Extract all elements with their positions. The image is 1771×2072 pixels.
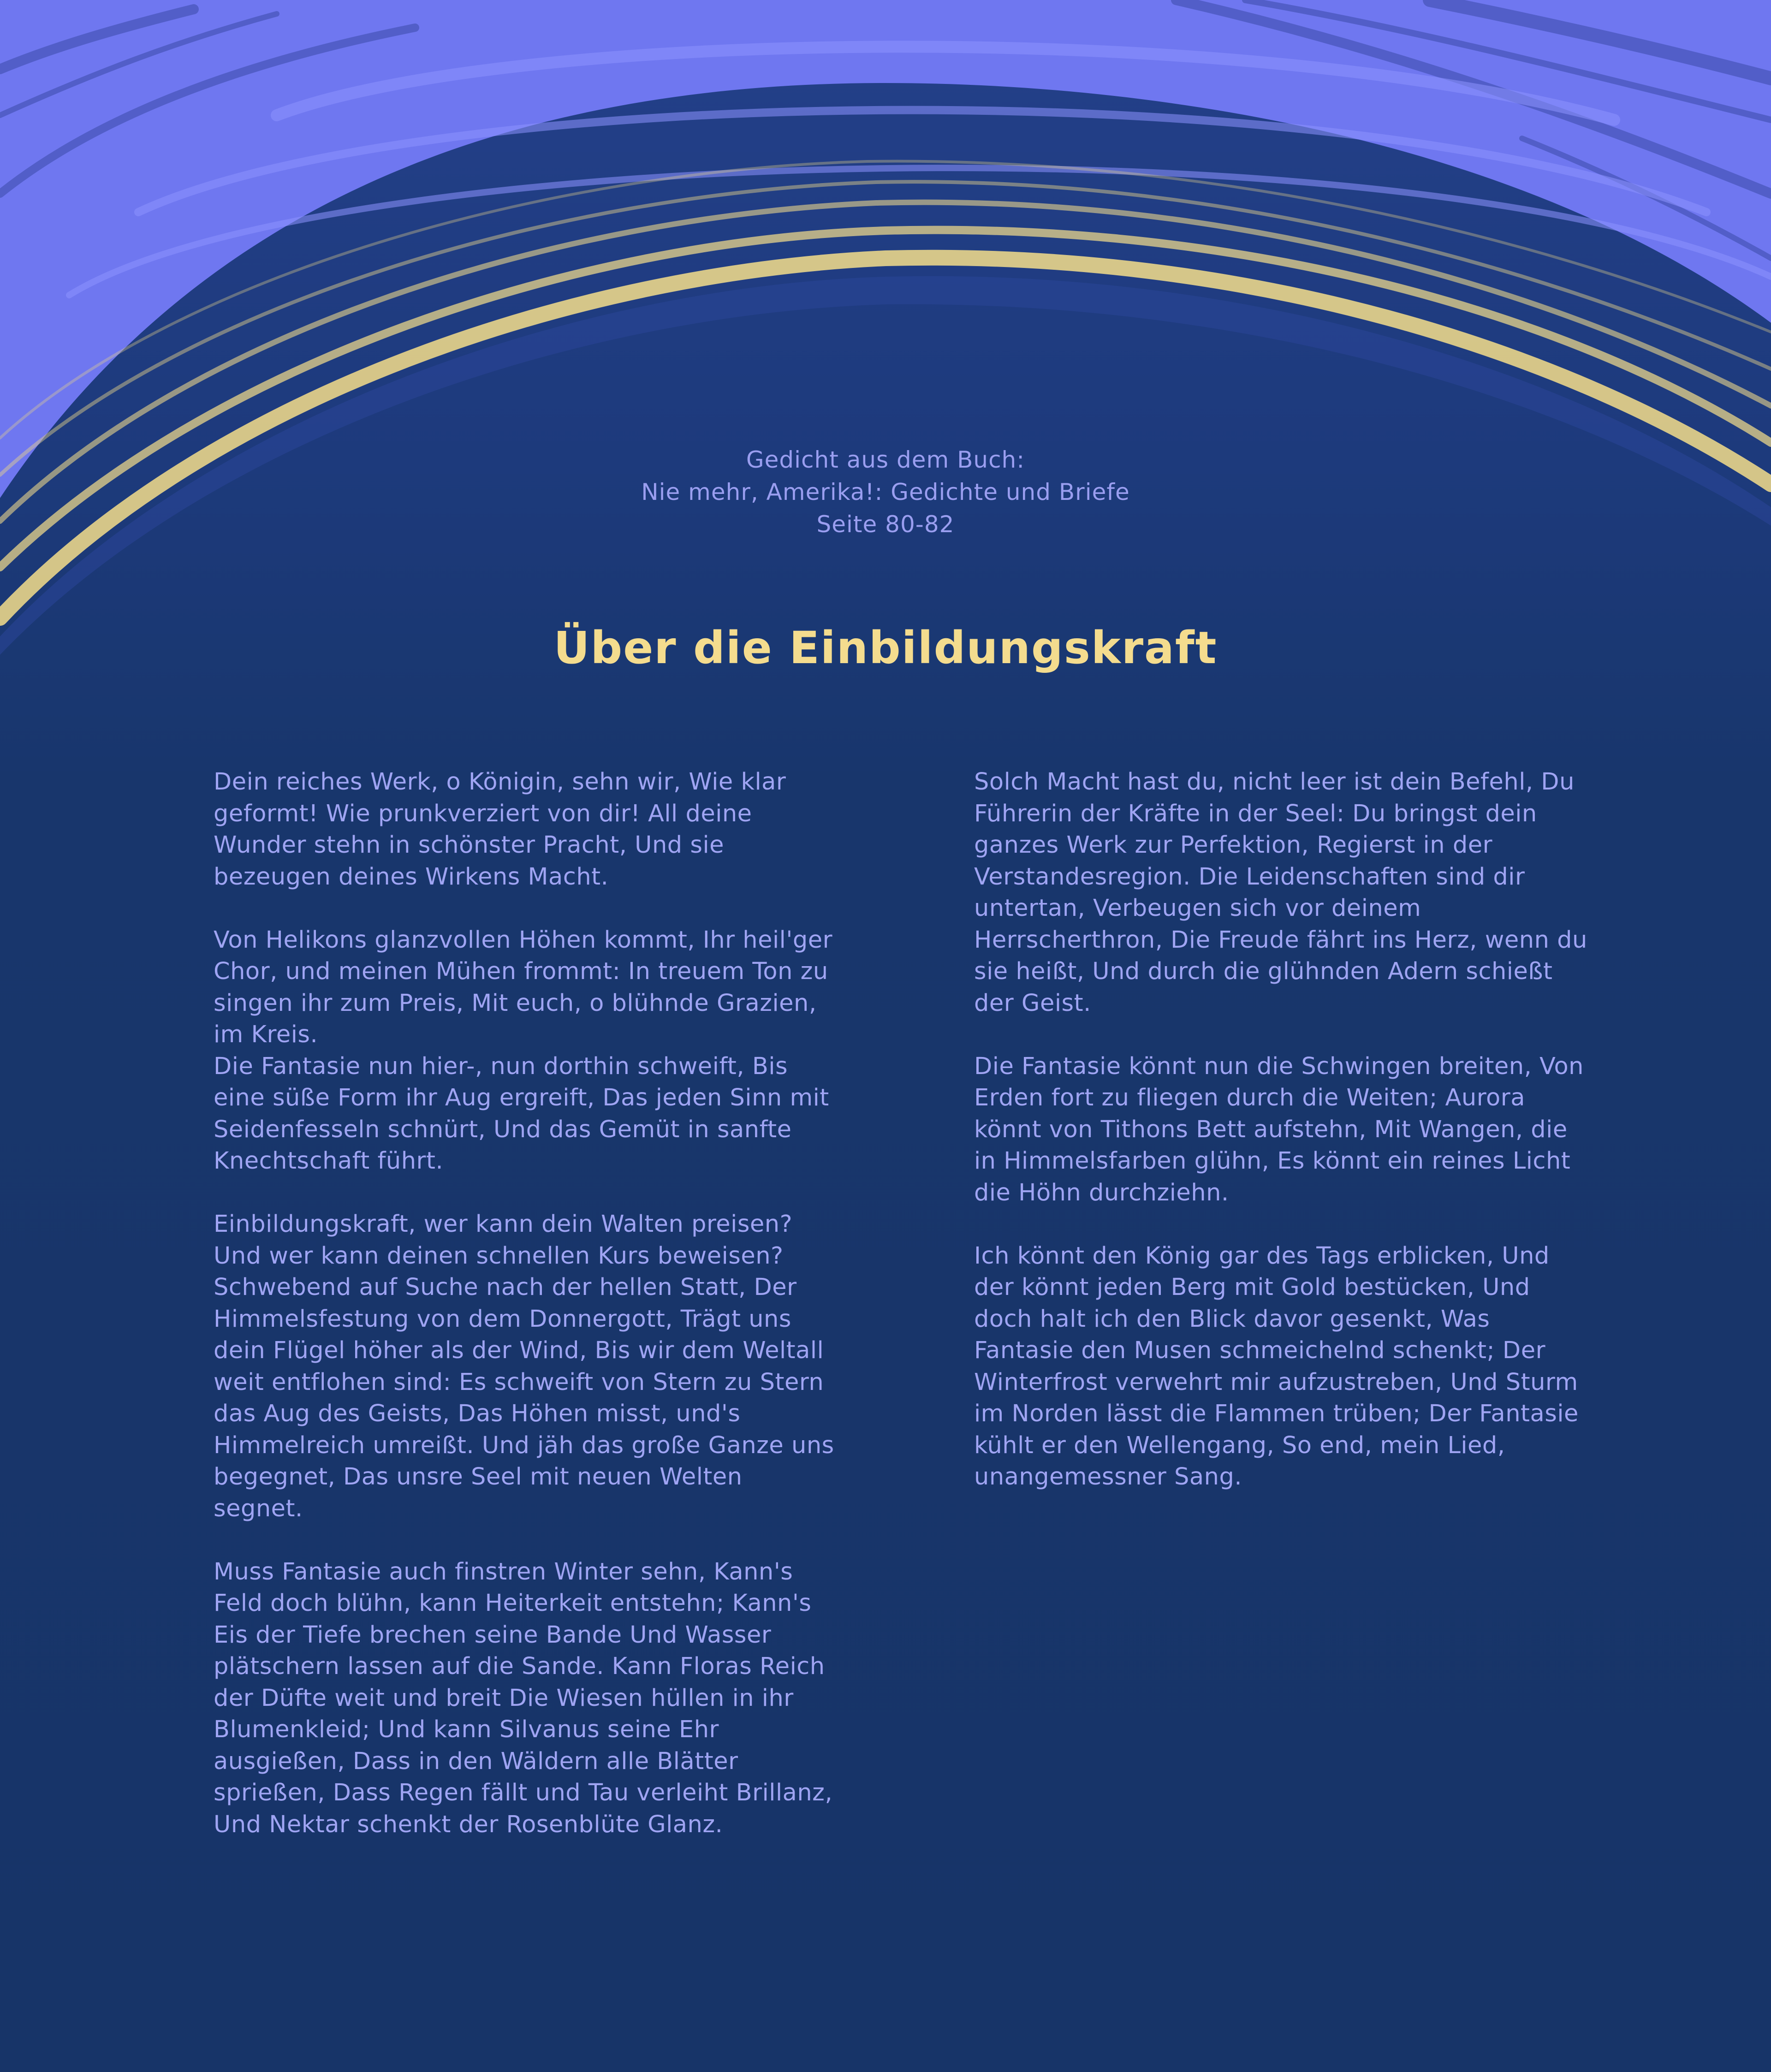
stanza-right-1: Solch Macht hast du, nicht leer ist dein Befehl, Du Führerin der Kräfte in der Seel: Du bringst dein ganzes Werk zur Perfektion, Regierst in der Verstandesregion. Die Leidenschaften sind dir untertan, Verbeugen sich vor deinem Herrscherthron, Die Freude fährt ins Herz, wenn du sie heißt, Und durch die glühnden Adern schießt der Geist. [974,768,1587,1017]
source-line-1: Gedicht aus dem Buch: [746,446,1025,473]
stanza-left-1: Dein reiches Werk, o Königin, sehn wir, Wie klar geformt! Wie prunkverziert von dir! All deine Wunder stehn in schönster Pracht, Und sie bezeugen deines Wirkens Macht. [214,768,786,891]
stanza-left-5: Muss Fantasie auch finstren Winter sehn, Kann's Feld doch blühn, kann Heiterkeit entstehn; Kann's Eis der Tiefe brechen seine Bande Und Wasser plätschern lassen auf die Sande. Kann Floras Reich der Düfte weit und breit Die Wiesen hüllen in ihr Blumenkleid; Und kann Silvanus seine Ehr ausgießen, Dass in den Wäldern alle Blätter sprießen, Dass Regen fällt und Tau verleiht Brillanz, Und Nektar schenkt der Rosenblüte Glanz. [214,1558,833,1838]
poem-column-right [974,766,1587,1525]
poem-column-left [214,766,836,1872]
stanza-right-3: Ich könnt den König gar des Tags erblicken, Und der könnt jeden Berg mit Gold bestücken, Und doch halt ich den Blick davor gesenkt, Was Fantasie den Musen schmeichelnd schenkt; Der Winterfrost verwehrt mir aufzustreben, Und Sturm im Norden lässt die Flammen trüben; Der Fantasie kühlt er den Wellengang, So end, mein Lied, unangemessner Sang. [974,1242,1579,1490]
source-note [0,444,1771,540]
source-line-3: Seite 80-82 [816,511,955,538]
stanza-left-3: Die Fantasie nun hier-, nun dorthin schweift, Bis eine süße Form ihr Aug ergreift, Das jeden Sinn mit Seidenfesseln schnürt, Und das Gemüt in sanfte Knechtschaft führt. [214,1052,829,1175]
stanza-left-2: Von Helikons glanzvollen Höhen kommt, Ihr heil'ger Chor, und meinen Mühen frommt: In treuem Ton zu singen ihr zum Preis, Mit euch, o blühnde Grazien, im Kreis. [214,926,833,1048]
source-line-2: Nie mehr, Amerika!: Gedichte und Briefe [641,479,1130,505]
stanza-left-4: Einbildungskraft, wer kann dein Walten preisen? Und wer kann deinen schnellen Kurs beweisen? Schwebend auf Suche nach der hellen Statt, Der Himmelsfestung von dem Donnergott, Trägt uns dein Flügel höher als der Wind, Bis wir dem Weltall weit entflohen sind: Es schweift von Stern zu Stern das Aug des Geists, Das Höhen misst, und's Himmelreich umreißt. Und jäh das große Ganze uns begegnet, Das unsre Seel mit neuen Welten segnet. [214,1211,834,1522]
poem-title: Über die Einbildungskraft [553,622,1218,674]
stanza-right-2: Die Fantasie könnt nun die Schwingen breiten, Von Erden fort zu fliegen durch die Weiten; Aurora könnt von Tithons Bett aufstehn, Mit Wangen, die in Himmelsfarben glühn, Es könnt ein reines Licht die Höhn durchziehn. [974,1052,1584,1206]
